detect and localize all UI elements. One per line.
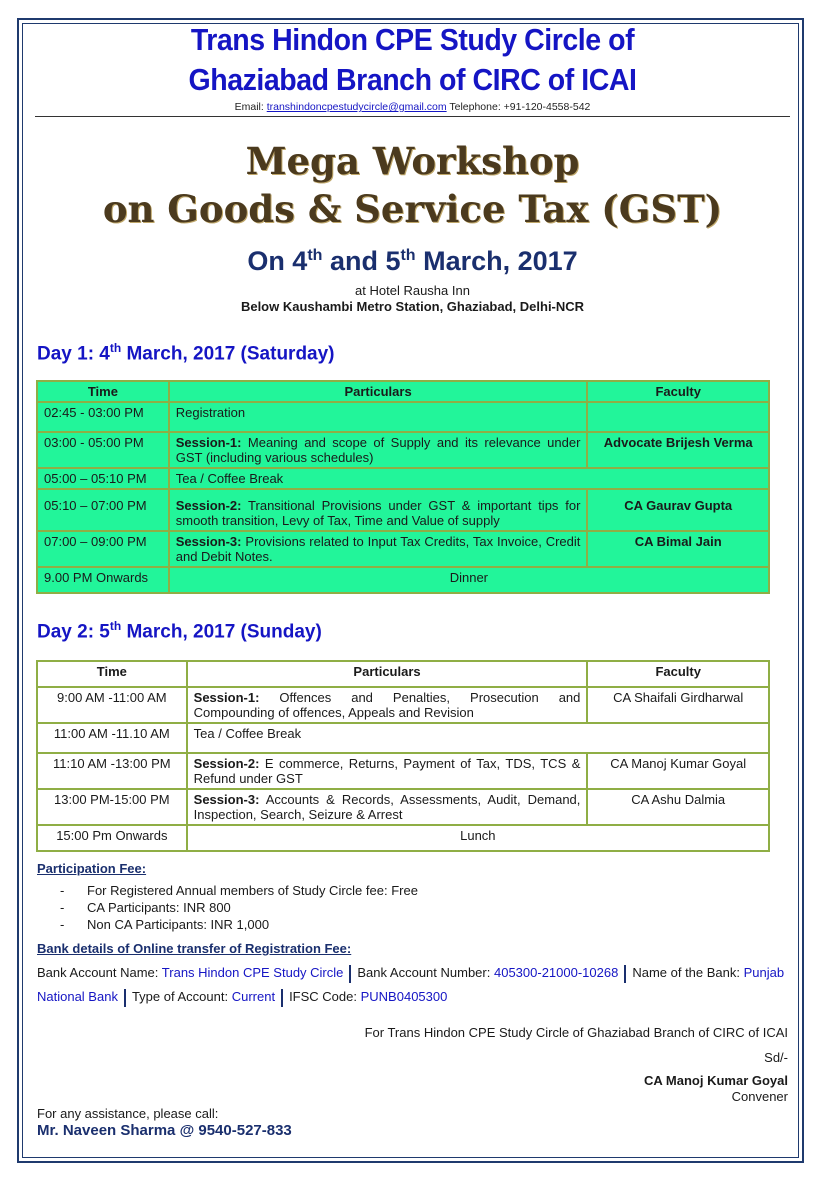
header-particulars: Particulars bbox=[169, 381, 588, 402]
session-text: Transitional Provisions under GST & important tips for smooth transition, Levy of Tax, Time and Value of supply bbox=[175, 498, 581, 528]
particulars-cell bbox=[169, 432, 588, 468]
header-particulars: Particulars bbox=[187, 661, 588, 687]
event-title-line2: on Goods & Service Tax (GST) bbox=[102, 187, 723, 231]
session-label: Session-2: bbox=[175, 498, 242, 513]
day2-schedule-table bbox=[36, 660, 770, 852]
session-label: Session-1: bbox=[193, 690, 260, 705]
particulars-cell: Registration bbox=[169, 402, 588, 432]
bank-name-value: Punjab National Bank bbox=[37, 965, 785, 1004]
table-row bbox=[37, 687, 769, 723]
header-time: Time bbox=[37, 661, 187, 687]
bank-heading: Bank details of Online transfer of Registration Fee: bbox=[37, 941, 352, 956]
signoff-sd: Sd/- bbox=[764, 1050, 788, 1065]
header-title-line2: Ghaziabad Branch of CIRC of ICAI bbox=[188, 62, 637, 97]
particulars-cell bbox=[169, 489, 588, 531]
fee-list bbox=[60, 882, 418, 933]
day1-title-part: Day 1: 4 bbox=[37, 343, 110, 365]
signoff-for-line: For Trans Hindon CPE Study Circle of Ghaziabad Branch of CIRC of ICAI bbox=[364, 1025, 788, 1040]
bank-details bbox=[37, 961, 787, 1009]
email-label: Email: bbox=[234, 101, 264, 113]
date-part: and 5 bbox=[322, 246, 401, 276]
separator bbox=[124, 989, 126, 1007]
particulars-cell: Dinner bbox=[169, 567, 769, 593]
session-label: Session-1: bbox=[175, 435, 242, 450]
table-row bbox=[37, 468, 769, 489]
session-text: Offences and Penalties, Prosecution and Compounding of offences, Appeals and Revision bbox=[193, 690, 581, 720]
table-header-row bbox=[37, 381, 769, 402]
session-label: Session-2: bbox=[193, 756, 260, 771]
table-row bbox=[37, 432, 769, 468]
date-sup: th bbox=[307, 247, 323, 264]
table-row bbox=[37, 723, 769, 753]
time-cell: 03:00 - 05:00 PM bbox=[37, 432, 169, 468]
table-row bbox=[37, 489, 769, 531]
fee-heading: Participation Fee: bbox=[37, 861, 147, 876]
list-item: - Non CA Participants: INR 1,000 bbox=[60, 917, 270, 932]
particulars-cell bbox=[187, 687, 588, 723]
faculty-cell bbox=[587, 402, 769, 432]
session-text: Provisions related to Input Tax Credits, Tax Invoice, Credit and Debit Notes. bbox=[175, 534, 581, 564]
day2-title-part: March, 2017 (Sunday) bbox=[121, 621, 322, 643]
table-row bbox=[37, 402, 769, 432]
faculty-cell: CA Bimal Jain bbox=[587, 531, 769, 567]
session-text: E commerce, Returns, Payment of Tax, TDS, TCS & Refund under GST bbox=[193, 756, 581, 786]
particulars-cell bbox=[169, 531, 588, 567]
header-time: Time bbox=[37, 381, 169, 402]
session-label: Session-3: bbox=[175, 534, 242, 549]
faculty-cell: CA Manoj Kumar Goyal bbox=[587, 753, 769, 789]
time-cell: 9.00 PM Onwards bbox=[37, 567, 169, 593]
date-part: March, 2017 bbox=[415, 246, 578, 276]
day1-title-part: March, 2017 (Saturday) bbox=[121, 343, 335, 365]
assistance-label: For any assistance, please call: bbox=[37, 1106, 219, 1121]
time-cell: 11:10 AM -13:00 PM bbox=[37, 753, 187, 789]
particulars-cell bbox=[187, 789, 588, 825]
particulars-cell: Lunch bbox=[187, 825, 769, 851]
session-label: Session-3: bbox=[193, 792, 260, 807]
fee-item-text: Non CA Participants: INR 1,000 bbox=[87, 917, 270, 932]
time-cell: 02:45 - 03:00 PM bbox=[37, 402, 169, 432]
particulars-cell: Tea / Coffee Break bbox=[169, 468, 769, 489]
day1-schedule-table bbox=[36, 380, 770, 594]
day1-title-sup: th bbox=[109, 341, 122, 355]
time-cell: 15:00 Pm Onwards bbox=[37, 825, 187, 851]
signoff-role: Convener bbox=[731, 1089, 788, 1104]
venue-line1: at Hotel Rausha Inn bbox=[355, 283, 470, 298]
header-faculty: Faculty bbox=[587, 661, 769, 687]
table-row bbox=[37, 789, 769, 825]
faculty-cell: CA Ashu Dalmia bbox=[587, 789, 769, 825]
header-divider bbox=[35, 116, 790, 117]
account-name-value: Trans Hindon CPE Study Circle bbox=[161, 965, 344, 980]
faculty-cell: CA Gaurav Gupta bbox=[587, 489, 769, 531]
table-row bbox=[37, 531, 769, 567]
faculty-cell: CA Shaifali Girdharwal bbox=[587, 687, 769, 723]
day2-title-part: Day 2: 5 bbox=[37, 621, 110, 643]
time-cell: 05:10 – 07:00 PM bbox=[37, 489, 169, 531]
list-item: - For Registered Annual members of Study Circle fee: Free bbox=[60, 883, 418, 898]
event-title-line1: Mega Workshop bbox=[245, 139, 580, 183]
account-name-label: Bank Account Name: bbox=[37, 965, 159, 980]
particulars-cell bbox=[187, 753, 588, 789]
table-header-row bbox=[37, 661, 769, 687]
header-faculty: Faculty bbox=[587, 381, 769, 402]
fee-item-text: For Registered Annual members of Study Circle fee: Free bbox=[87, 883, 418, 898]
contact-line bbox=[0, 101, 825, 113]
ifsc-label: IFSC Code: bbox=[289, 989, 357, 1004]
signoff-name: CA Manoj Kumar Goyal bbox=[644, 1073, 788, 1088]
event-date bbox=[0, 246, 825, 277]
account-number-label: Bank Account Number: bbox=[357, 965, 491, 980]
email-link[interactable]: transhindoncpestudycircle@gmail.com bbox=[266, 101, 447, 113]
separator bbox=[624, 965, 626, 983]
account-type-value: Current bbox=[231, 989, 276, 1004]
day2-title bbox=[37, 619, 322, 643]
time-cell: 05:00 – 05:10 PM bbox=[37, 468, 169, 489]
assistance-contact: Mr. Naveen Sharma @ 9540-527-833 bbox=[37, 1122, 292, 1139]
fee-item-text: CA Participants: INR 800 bbox=[87, 900, 231, 915]
telephone-value: +91-120-4558-542 bbox=[503, 101, 591, 113]
time-cell: 13:00 PM-15:00 PM bbox=[37, 789, 187, 825]
date-sup: th bbox=[400, 247, 416, 264]
session-text: Accounts & Records, Assessments, Audit, Demand, Inspection, Search, Seizure & Arrest bbox=[193, 792, 581, 822]
particulars-cell: Tea / Coffee Break bbox=[187, 723, 769, 753]
faculty-cell: Advocate Brijesh Verma bbox=[587, 432, 769, 468]
account-type-label: Type of Account: bbox=[131, 989, 229, 1004]
table-row bbox=[37, 567, 769, 593]
table-row bbox=[37, 825, 769, 851]
time-cell: 07:00 – 09:00 PM bbox=[37, 531, 169, 567]
list-item: - CA Participants: INR 800 bbox=[60, 900, 231, 915]
day1-title bbox=[37, 341, 335, 365]
separator bbox=[281, 989, 283, 1007]
header-title-line1: Trans Hindon CPE Study Circle of bbox=[190, 22, 635, 57]
session-text: Meaning and scope of Supply and its relevance under GST (including various schedules) bbox=[175, 435, 581, 465]
ifsc-value: PUNB0405300 bbox=[360, 989, 448, 1004]
table-row bbox=[37, 753, 769, 789]
telephone-label: Telephone: bbox=[449, 101, 501, 113]
separator bbox=[349, 965, 351, 983]
account-number-value: 405300-21000-10268 bbox=[493, 965, 619, 980]
time-cell: 11:00 AM -11.10 AM bbox=[37, 723, 187, 753]
time-cell: 9:00 AM -11:00 AM bbox=[37, 687, 187, 723]
day2-title-sup: th bbox=[109, 619, 122, 633]
venue-line2: Below Kaushambi Metro Station, Ghaziabad, Delhi-NCR bbox=[240, 299, 585, 314]
bank-name-label: Name of the Bank: bbox=[632, 965, 740, 980]
date-part: On 4 bbox=[247, 246, 308, 276]
